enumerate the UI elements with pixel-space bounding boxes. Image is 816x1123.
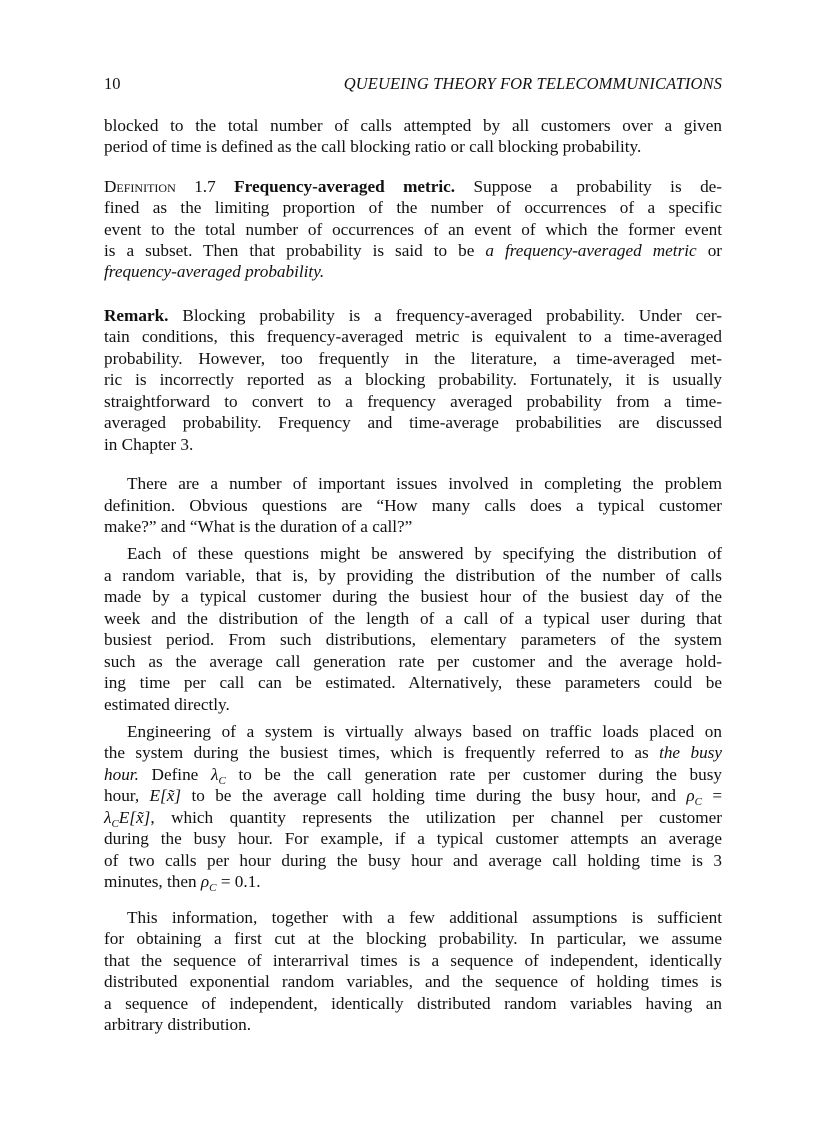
text-line: during the busy hour. For example, if a typical customer attempts an average <box>104 829 722 848</box>
text-span: Blocking probability is a frequency-averaged probability. Under cer- <box>182 306 723 325</box>
math-lambda-c <box>210 765 226 787</box>
math-subscript: C <box>694 796 702 808</box>
text-span: the system during the busiest times, which is frequently referred to as <box>104 743 649 762</box>
text-line: week and the distribution of the length of a call of a typical user during that <box>104 609 722 628</box>
text-span: to be the average call holding time during the busy hour, and <box>191 786 676 805</box>
text-line: arbitrary distribution. <box>104 1015 252 1034</box>
text-line <box>104 871 722 899</box>
text-line: fined as the limiting proportion of the number of occurrences of a specific <box>104 198 722 217</box>
text-span: Suppose a probability is de- <box>473 177 723 196</box>
text-line: Engineering of a system is virtually always based on traffic loads placed on <box>127 722 722 741</box>
text-line: busiest period. From such distributions, elementary parameters of the system <box>104 630 722 649</box>
text-span: hour, <box>104 786 140 805</box>
text-line: make?” and “What is the duration of a call?” <box>104 517 413 536</box>
math-rho-c <box>686 786 702 808</box>
math-symbol: λ <box>210 765 219 784</box>
text-line: Each of these questions might be answered by specifying the distribution of <box>127 544 722 563</box>
text-line: ing time per call can be estimated. Alternatively, these parameters could be <box>104 673 722 692</box>
defined-term: frequency-averaged probability. <box>104 262 325 281</box>
text-line: averaged probability. Frequency and time-average probabilities are discussed <box>104 413 722 432</box>
text-line: There are a number of important issues involved in completing the problem <box>127 474 722 493</box>
text-line <box>104 176 722 197</box>
text-line: made by a typical customer during the busiest hour of the busiest day of the <box>104 587 722 606</box>
text-span: is a subset. Then that probability is said to be <box>104 241 475 260</box>
text-line: in Chapter 3. <box>104 435 194 454</box>
text-line <box>104 261 722 282</box>
text-line <box>104 240 722 261</box>
text-line <box>104 742 722 763</box>
math-expectation: E[x̃] <box>118 808 151 827</box>
math-symbol: λ <box>104 808 112 827</box>
text-line: definition. Obvious questions are “How many calls does a typical customer <box>104 496 722 515</box>
math-expectation: E[x̃] <box>149 786 182 805</box>
text-line: a random variable, that is, by providing the distribution of the number of calls <box>104 566 722 585</box>
definition-number: 1.7 <box>194 177 216 196</box>
definition-title: Frequency-averaged metric. <box>234 177 456 196</box>
text-line: event to the total number of occurrences of an event of which the former event <box>104 220 722 239</box>
text-line: straightforward to convert to a frequency averaged probability from a time- <box>104 392 722 411</box>
page-number: 10 <box>104 74 121 93</box>
text-line: ric is incorrectly reported as a blocking probability. Fortunately, it is usually <box>104 370 722 389</box>
text-span: or <box>707 241 723 260</box>
math-equals: = <box>712 786 723 805</box>
text-line: for obtaining a first cut at the blocking probability. In particular, we assume <box>104 929 722 948</box>
text-line: This information, together with a few additional assumptions is sufficient <box>127 908 722 927</box>
remark-label: Remark. <box>104 306 169 325</box>
text-span: , which quantity represents the utilization per channel per customer <box>150 808 722 827</box>
text-line: tain conditions, this frequency-averaged metric is equivalent to a time-averaged <box>104 327 722 346</box>
math-lambda-c-expectation <box>104 808 151 830</box>
text-line: a sequence of independent, identically distributed random variables having an <box>104 994 722 1013</box>
text-line: distributed exponential random variables, and the sequence of holding times is <box>104 972 722 991</box>
math-symbol: ρ <box>686 786 695 805</box>
text-span: = 0.1. <box>220 872 261 891</box>
text-line: estimated directly. <box>104 695 230 714</box>
text-span: minutes, then <box>104 872 197 891</box>
emphasis: the busy <box>659 743 722 762</box>
math-subscript: C <box>111 818 119 830</box>
math-subscript: C <box>209 882 217 894</box>
math-subscript: C <box>218 775 226 787</box>
definition-label: Definition <box>104 177 176 196</box>
defined-term: a frequency-averaged metric <box>485 241 697 260</box>
text-line: period of time is defined as the call blocking ratio or call blocking probability. <box>104 137 642 156</box>
text-span: Define <box>151 765 199 784</box>
text-line <box>104 305 722 326</box>
text-line: such as the average call generation rate per customer and the average hold- <box>104 652 722 671</box>
math-symbol: ρ <box>200 872 210 891</box>
text-span: to be the call generation rate per customer during the busy <box>238 765 723 784</box>
running-title: QUEUEING THEORY FOR TELECOMMUNICATIONS <box>343 74 722 93</box>
math-rho-c <box>200 872 217 894</box>
text-line: blocked to the total number of calls attempted by all customers over a given <box>104 116 722 135</box>
emphasis: hour. <box>104 765 139 784</box>
text-line: probability. However, too frequently in the literature, a time-averaged met- <box>104 349 722 368</box>
text-line: of two calls per hour during the busy hour and average call holding time is 3 <box>104 851 722 870</box>
text-line: that the sequence of interarrival times is a sequence of independent, identically <box>104 951 722 970</box>
